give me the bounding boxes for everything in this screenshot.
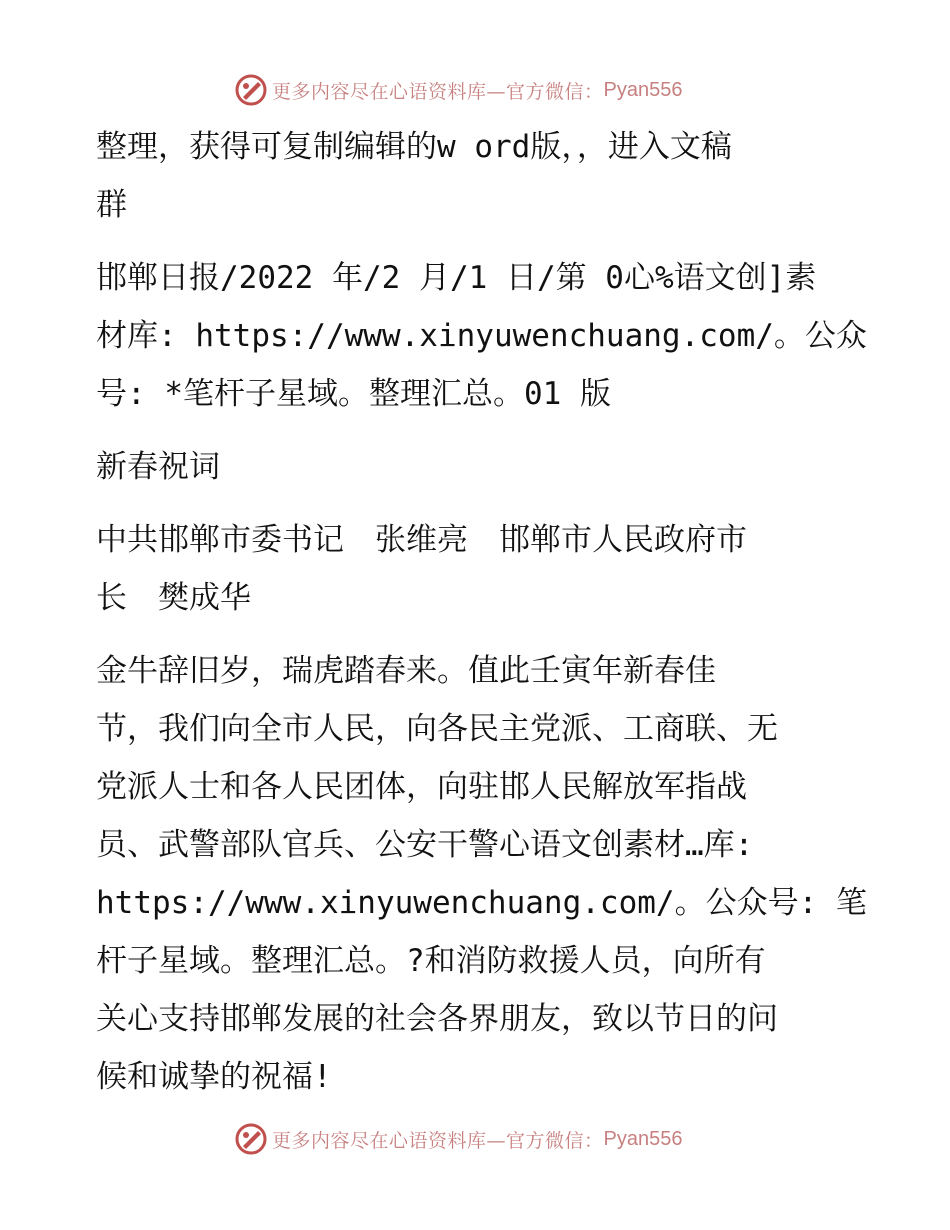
- paragraph-intro-note: [96, 118, 856, 234]
- banner-text: 更多内容尽在心语资料库—官方微信：: [272, 1129, 604, 1152]
- banner-text: 更多内容尽在心语资料库—官方微信：: [272, 80, 604, 103]
- text-line: 群: [96, 187, 127, 223]
- text-line: 金牛辞旧岁，瑞虎踏春来。值此壬寅年新春佳: [96, 653, 716, 689]
- text-line: 中共邯郸市委书记 张维亮 邯郸市人民政府市: [96, 522, 747, 558]
- text-line: 号: *笔杆子星域。整理汇总。01 版: [96, 376, 611, 412]
- header-watermark-banner: [234, 72, 682, 108]
- paragraph-article-title: [96, 438, 856, 496]
- text-line: 材库: https://www.xinyuwenchuang.com/。公众: [96, 318, 867, 354]
- paragraph-greeting: [96, 642, 867, 1106]
- text-line: 员、武警部队官兵、公安干警心语文创素材…库:: [96, 827, 754, 863]
- paragraph-source-info: [96, 249, 867, 423]
- paragraph-authors: [96, 511, 856, 627]
- text-line: 候和诚挚的祝福!: [96, 1059, 332, 1095]
- text-line: 整理，获得可复制编辑的w ord版，，进入文稿: [96, 129, 732, 165]
- text-line: 党派人士和各人民团体，向驻邯人民解放军指战: [96, 769, 747, 805]
- banner-wechat-id: Pyan556: [603, 1127, 683, 1150]
- text-line: 邯郸日报/2022 年/2 月/1 日/第 0心%语文创]素: [96, 260, 817, 296]
- text-line: 关心支持邯郸发展的社会各界朋友，致以节日的问: [96, 1001, 778, 1037]
- banner-wechat-id: Pyan556: [603, 78, 683, 101]
- text-line: https://www.xinyuwenchuang.com/。公众号: 笔: [96, 885, 867, 921]
- text-line: 长 樊成华: [96, 580, 251, 616]
- logo-icon: [234, 1122, 268, 1156]
- text-line: 杆子星域。整理汇总。?和消防救援人员，向所有: [96, 943, 766, 979]
- document-body: [96, 118, 867, 1121]
- text-line: 节，我们向全市人民，向各民主党派、工商联、无: [96, 711, 778, 747]
- text-line: 新春祝词: [96, 449, 220, 485]
- footer-watermark-banner: [234, 1121, 682, 1157]
- logo-icon: [234, 73, 268, 107]
